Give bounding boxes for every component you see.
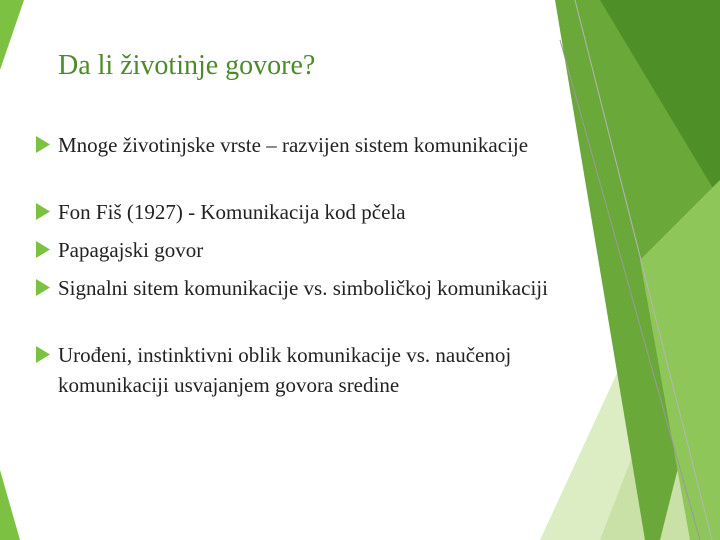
- right-triangle-icon: [28, 136, 58, 153]
- slide-title: Da li životinje govore?: [58, 50, 316, 81]
- right-triangle-icon: [28, 241, 58, 258]
- bullet-item: [28, 273, 588, 303]
- bullet-item: [28, 130, 588, 160]
- right-triangle-icon: [28, 203, 58, 220]
- bullet-text: Signalni sitem komunikacije vs. simboličkoj komunikaciji: [58, 276, 548, 300]
- right-triangle-icon: [28, 279, 58, 296]
- bullet-item: [28, 197, 588, 227]
- bullet-text: Fon Fiš (1927) - Komunikacija kod pčela: [58, 200, 406, 224]
- bullet-text: Mnoge životinjske vrste – razvijen sistem komunikacije: [58, 133, 529, 157]
- bullet-text: Urođeni, instinktivni oblik komunikacije vs. naučenoj komunikaciji usvajanjem govora sredine: [58, 343, 512, 397]
- right-triangle-icon: [28, 346, 58, 363]
- bullet-text: Papagajski govor: [58, 238, 204, 262]
- bullet-item: [28, 340, 588, 400]
- bullet-item: [28, 235, 588, 265]
